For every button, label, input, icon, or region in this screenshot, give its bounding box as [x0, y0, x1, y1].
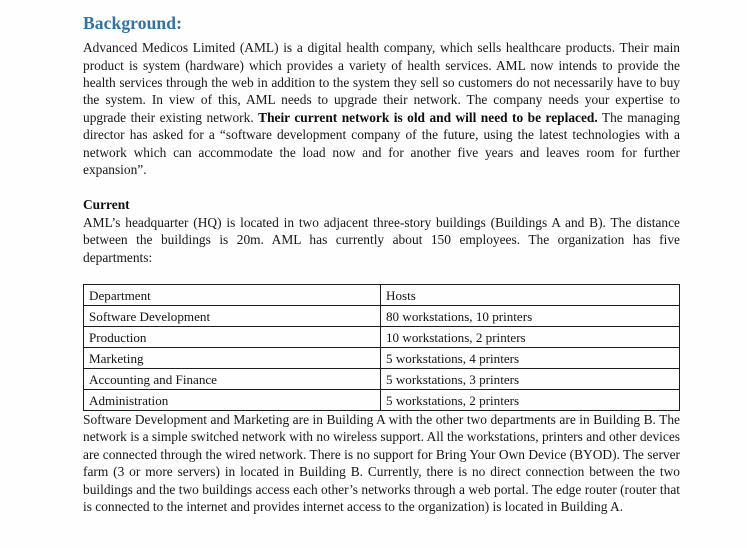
background-paragraph [83, 39, 680, 178]
departments-table [83, 284, 680, 411]
table-header-hosts: Hosts [381, 285, 680, 306]
background-paragraph-part2: The managing director has asked for a “software development company of the future, using the latest technologies with a network which can accommodate the load now and for another five years and leaves room for further expansion”. [83, 109, 681, 177]
table-cell-hosts: 10 workstations, 2 printers [381, 327, 680, 348]
table-cell-department: Administration [84, 390, 381, 411]
table-cell-department: Production [84, 327, 381, 348]
background-paragraph-bold-sentence: Their current network is old and will need to be replaced. [258, 109, 598, 125]
table-row [84, 306, 680, 327]
table-row [84, 390, 680, 411]
table-cell-department: Accounting and Finance [84, 369, 381, 390]
document-content [83, 13, 680, 515]
table-cell-hosts: 80 workstations, 10 printers [381, 306, 680, 327]
table-row [84, 369, 680, 390]
table-cell-hosts: 5 workstations, 4 printers [381, 348, 680, 369]
table-cell-department: Marketing [84, 348, 381, 369]
closing-paragraph: Software Development and Marketing are in Building A with the other two departments are in Building B. The network is a simple switched network with no wireless support. All the workstations, printers and other devices are connected through the wired network. There is no support for Bring Your Own Device (BYOD). The server farm (3 or more servers) in located in Building B. Currently, there is no direct connection between the two buildings and the two buildings access each other’s networks through a web portal. The edge router (router that is connected to the internet and provides internet access to the organization) is located in Building A. [83, 412, 680, 515]
table-header-department: Department [84, 285, 381, 306]
current-section-heading: Current [83, 197, 130, 213]
current-section-paragraph: AML’s headquarter (HQ) is located in two adjacent three-story buildings (Buildings A and B). The distance between the buildings is 20m. AML has currently about 150 employees. The organization has five departments: [83, 214, 680, 265]
table-cell-hosts: 5 workstations, 3 printers [381, 369, 680, 390]
background-paragraph-part1: Advanced Medicos Limited (AML) is a digital health company, which sells healthcare products. Their main product is system (hardware) which provides a variety of health services. AML now intends to provide the health services through the web in addition to the system they sell so customers do not necessarily have to buy the system. In view of this, AML needs to upgrade their network. The company needs your expertise to upgrade their existing network. [83, 40, 680, 125]
table-row [84, 327, 680, 348]
table-header-row [84, 285, 680, 306]
page-title: Background: [83, 13, 182, 33]
table-row [84, 348, 680, 369]
table-cell-department: Software Development [84, 306, 381, 327]
table-cell-hosts: 5 workstations, 2 printers [381, 390, 680, 411]
